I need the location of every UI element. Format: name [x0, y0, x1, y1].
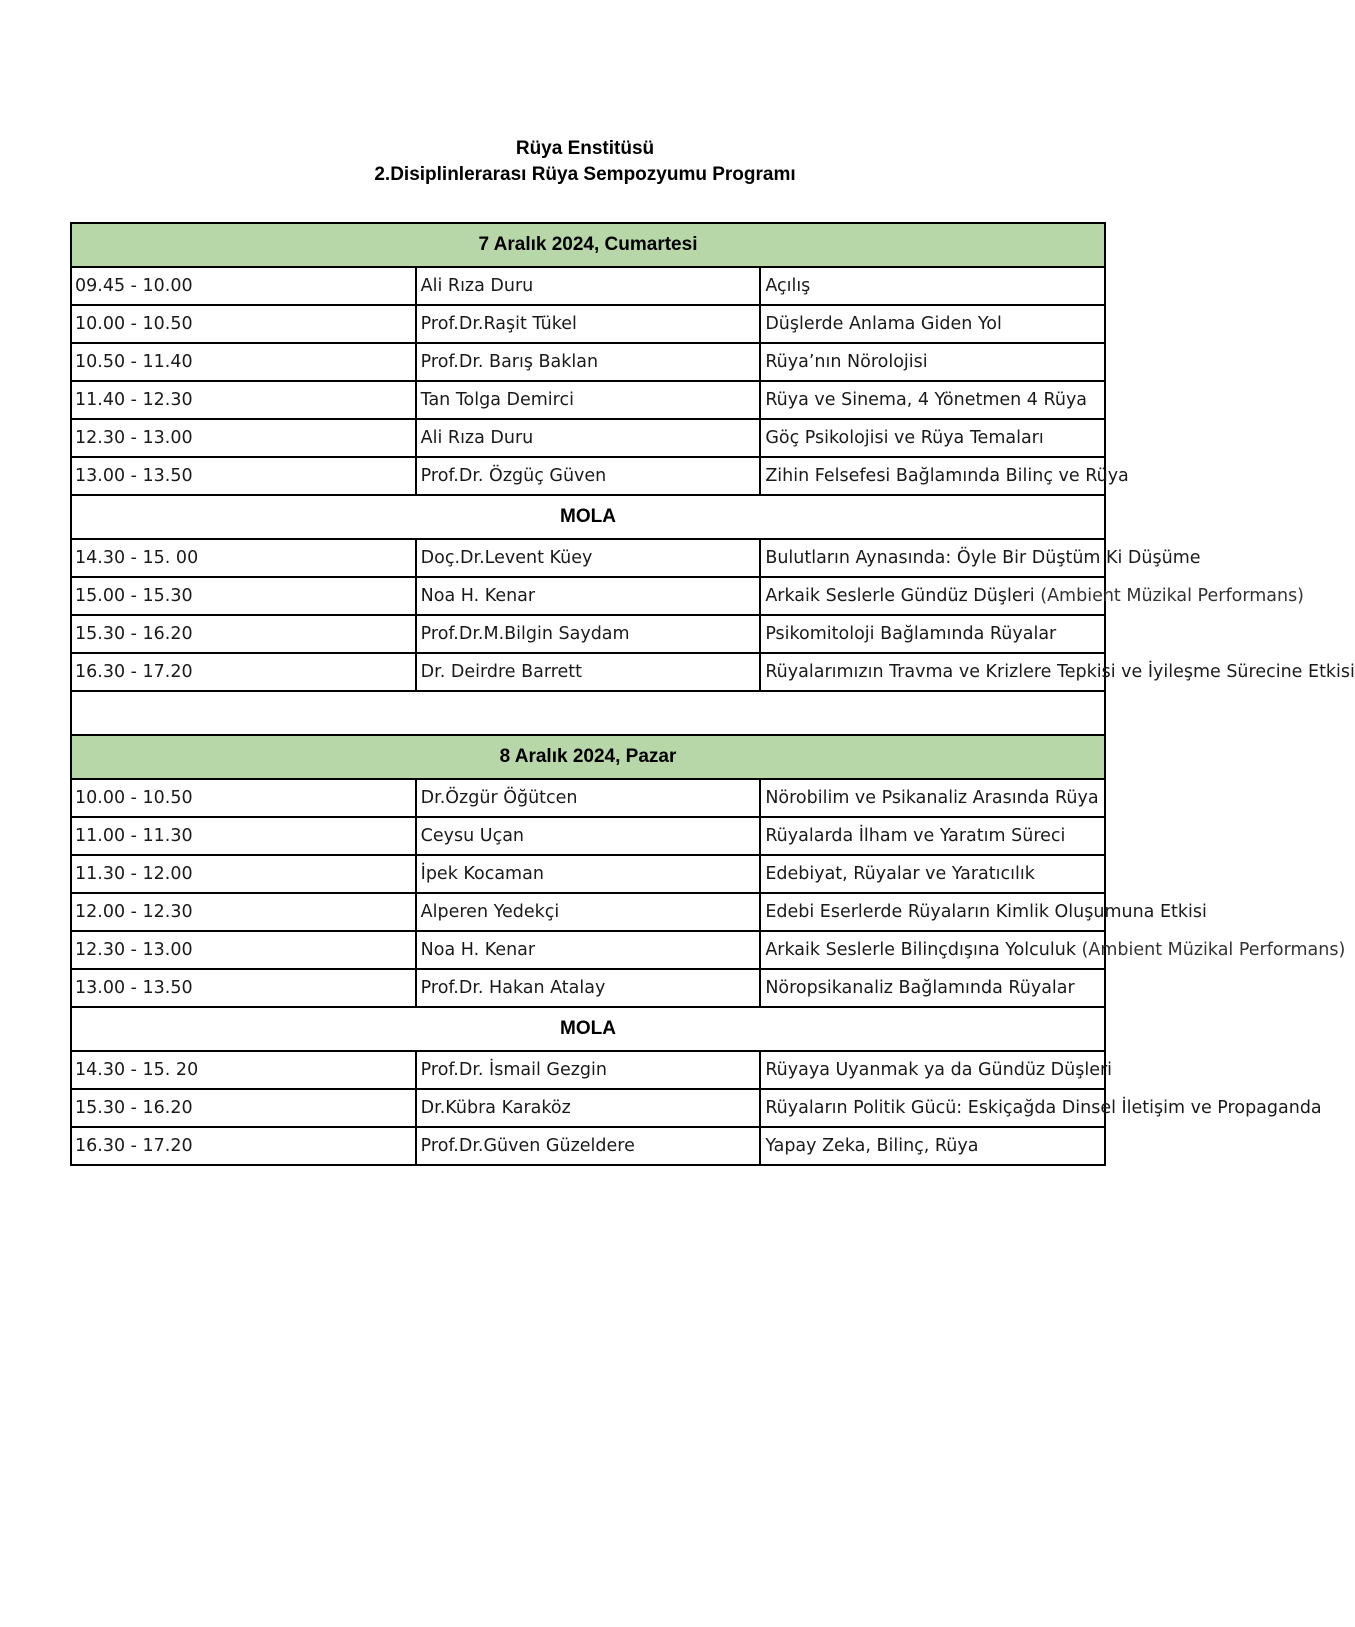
session-topic: Rüyalarda İlham ve Yaratım Süreci: [760, 817, 1105, 855]
topic-title: Arkaik Seslerle Bilinçdışına Yolculuk: [765, 940, 1076, 960]
table-row: [71, 457, 1105, 495]
table-row: [71, 343, 1105, 381]
session-topic: Zihin Felsefesi Bağlamında Bilinç ve Rüya: [760, 457, 1105, 495]
table-row: [71, 817, 1105, 855]
session-time: 16.30 - 17.20: [71, 1127, 416, 1165]
break-row: [71, 495, 1105, 539]
session-topic: Yapay Zeka, Bilinç, Rüya: [760, 1127, 1105, 1165]
session-time: 14.30 - 15. 00: [71, 539, 416, 577]
table-row: [71, 893, 1105, 931]
session-topic: Edebi Eserlerde Rüyaların Kimlik Oluşumuna Etkisi: [760, 893, 1105, 931]
break-label: MOLA: [71, 495, 1105, 539]
session-time: 11.30 - 12.00: [71, 855, 416, 893]
symposium-title: 2.Disiplinlerarası Rüya Sempozyumu Programı: [374, 164, 796, 185]
session-speaker: Ceysu Uçan: [416, 817, 761, 855]
table-row: [71, 1089, 1105, 1127]
session-time: 12.30 - 13.00: [71, 419, 416, 457]
session-topic: [760, 577, 1305, 615]
session-topic: Rüya ve Sinema, 4 Yönetmen 4 Rüya: [760, 381, 1105, 419]
session-speaker: Dr.Özgür Öğütcen: [416, 779, 761, 817]
session-time: 10.00 - 10.50: [71, 305, 416, 343]
session-speaker: Dr. Deirdre Barrett: [416, 653, 761, 691]
topic-note: (Ambient Müzikal Performans): [1081, 940, 1346, 960]
table-row: [71, 1127, 1105, 1165]
break-label: MOLA: [71, 1007, 1105, 1051]
session-topic: Nöropsikanaliz Bağlamında Rüyalar: [760, 969, 1105, 1007]
session-time: 10.00 - 10.50: [71, 779, 416, 817]
session-time: 11.40 - 12.30: [71, 381, 416, 419]
session-topic: Açılış: [760, 267, 1105, 305]
day2-header: 8 Aralık 2024, Pazar: [71, 735, 1105, 779]
session-speaker: Prof.Dr.Raşit Tükel: [416, 305, 761, 343]
session-speaker: Prof.Dr.Güven Güzeldere: [416, 1127, 761, 1165]
session-topic: Edebiyat, Rüyalar ve Yaratıcılık: [760, 855, 1105, 893]
table-row: [71, 577, 1105, 615]
session-topic: Düşlerde Anlama Giden Yol: [760, 305, 1105, 343]
table-row: [71, 931, 1105, 969]
document-title: [0, 136, 1170, 188]
program-table: [70, 222, 1355, 1166]
session-time: 15.00 - 15.30: [71, 577, 416, 615]
session-topic: Bulutların Aynasında: Öyle Bir Düştüm Ki Düşüme: [760, 539, 1105, 577]
session-speaker: Doç.Dr.Levent Küey: [416, 539, 761, 577]
day-header-row: [71, 735, 1105, 779]
table-row: [71, 419, 1105, 457]
day1-header: 7 Aralık 2024, Cumartesi: [71, 223, 1105, 267]
table-row: [71, 305, 1105, 343]
session-speaker: Prof.Dr. İsmail Gezgin: [416, 1051, 761, 1089]
table-row: [71, 653, 1105, 691]
session-time: 09.45 - 10.00: [71, 267, 416, 305]
session-topic: Rüyaların Politik Gücü: Eskiçağda Dinsel İletişim ve Propaganda: [760, 1089, 1105, 1127]
session-speaker: Prof.Dr.M.Bilgin Saydam: [416, 615, 761, 653]
session-time: 11.00 - 11.30: [71, 817, 416, 855]
session-time: 16.30 - 17.20: [71, 653, 416, 691]
session-time: 13.00 - 13.50: [71, 969, 416, 1007]
table-row: [71, 779, 1105, 817]
session-speaker: Ali Rıza Duru: [416, 267, 761, 305]
session-time: 14.30 - 15. 20: [71, 1051, 416, 1089]
session-time: 10.50 - 11.40: [71, 343, 416, 381]
session-speaker: Ali Rıza Duru: [416, 419, 761, 457]
session-speaker: Prof.Dr. Barış Baklan: [416, 343, 761, 381]
session-speaker: Noa H. Kenar: [416, 577, 761, 615]
session-speaker: Alperen Yedekçi: [416, 893, 761, 931]
table-row: [71, 615, 1105, 653]
session-topic: Rüyaya Uyanmak ya da Gündüz Düşleri: [760, 1051, 1105, 1089]
session-time: 15.30 - 16.20: [71, 615, 416, 653]
table-row: [71, 1051, 1105, 1089]
session-speaker: İpek Kocaman: [416, 855, 761, 893]
table-row: [71, 969, 1105, 1007]
session-speaker: Prof.Dr. Özgüç Güven: [416, 457, 761, 495]
session-speaker: Prof.Dr. Hakan Atalay: [416, 969, 761, 1007]
empty-cell: [71, 691, 1105, 735]
session-time: 12.00 - 12.30: [71, 893, 416, 931]
session-speaker: Dr.Kübra Karaköz: [416, 1089, 761, 1127]
spacer-row: [71, 691, 1105, 735]
session-speaker: Tan Tolga Demirci: [416, 381, 761, 419]
session-topic: Nörobilim ve Psikanaliz Arasında Rüya: [760, 779, 1105, 817]
table-row: [71, 855, 1105, 893]
break-row: [71, 1007, 1105, 1051]
table-row: [71, 381, 1105, 419]
session-speaker: Noa H. Kenar: [416, 931, 761, 969]
day-header-row: [71, 223, 1105, 267]
table-row: [71, 539, 1105, 577]
session-topic: Rüyalarımızın Travma ve Krizlere Tepkisi ve İyileşme Sürecine Etkisi: [760, 653, 1105, 691]
topic-title: Arkaik Seslerle Gündüz Düşleri: [765, 586, 1035, 606]
table-row: [71, 267, 1105, 305]
institute-name: Rüya Enstitüsü: [515, 138, 655, 159]
session-time: 12.30 - 13.00: [71, 931, 416, 969]
session-time: 15.30 - 16.20: [71, 1089, 416, 1127]
session-time: 13.00 - 13.50: [71, 457, 416, 495]
topic-note: (Ambient Müzikal Performans): [1040, 586, 1305, 606]
session-topic: [760, 931, 1346, 969]
session-topic: Rüya’nın Nörolojisi: [760, 343, 1105, 381]
session-topic: Göç Psikolojisi ve Rüya Temaları: [760, 419, 1105, 457]
session-topic: Psikomitoloji Bağlamında Rüyalar: [760, 615, 1105, 653]
